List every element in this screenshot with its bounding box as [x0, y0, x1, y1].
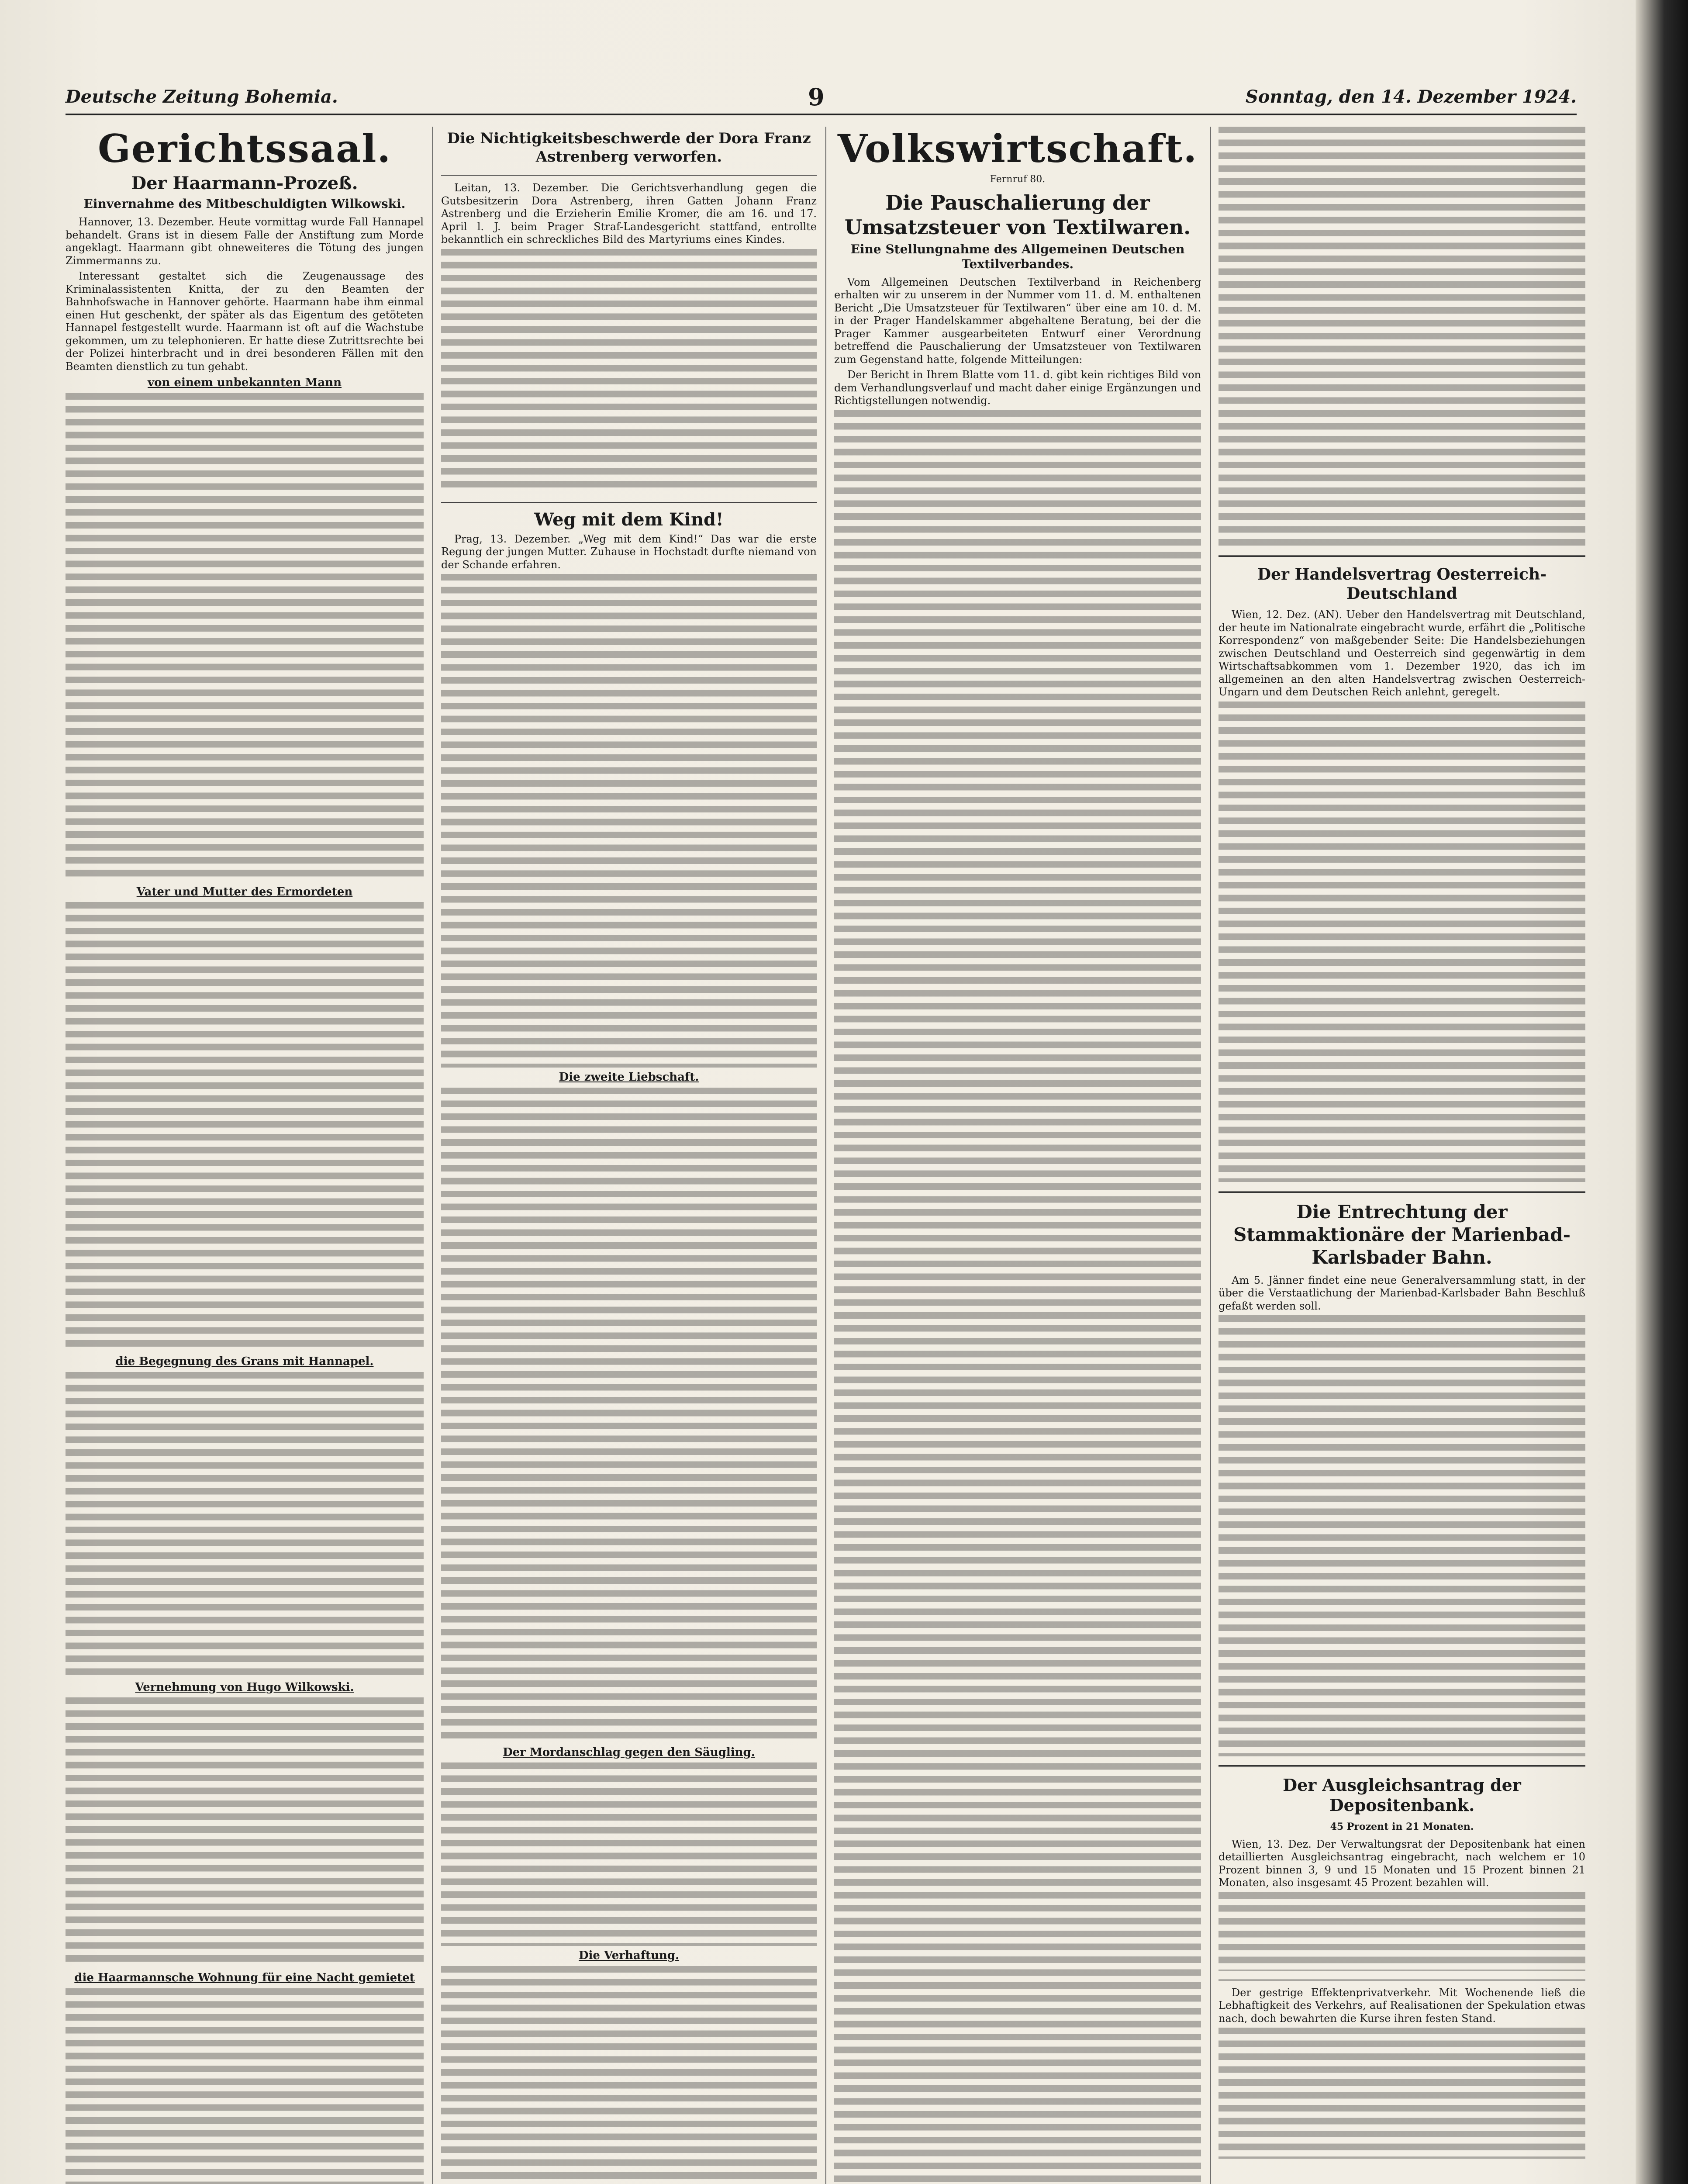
text-block: [441, 1088, 817, 1743]
subheading: Der Mordanschlag gegen den Säugling.: [503, 1745, 755, 1759]
subheading: Die zweite Liebschaft.: [559, 1071, 699, 1084]
text-block: [66, 1697, 424, 1968]
section-phone: Fernruf 80.: [990, 174, 1046, 185]
text-block: [1219, 127, 1585, 546]
article-subtitle: Eine Stellungnahme des Allgemeinen Deutschen Textilverbandes.: [850, 242, 1185, 271]
article-title: Die Pauschalierung der Umsatzsteuer von Textilwaren.: [844, 190, 1191, 239]
rule: [1219, 1765, 1585, 1767]
article-subtitle: 45 Prozent in 21 Monaten.: [1330, 1821, 1474, 1832]
column-court-reports: [441, 127, 817, 2184]
text-block: [441, 1966, 817, 2184]
page-number: 9: [808, 83, 825, 111]
section-title: Gerichtssaal.: [97, 127, 392, 171]
article-title: Der Handelsvertrag Oesterreich-Deutschland: [1257, 565, 1547, 603]
section-title: Volkswirtschaft.: [837, 127, 1198, 171]
column-divider: [432, 127, 433, 2184]
paragraph: Der gestrige Effektenprivatverkehr. Mit Wochenende ließ die Lebhaftigkeit des Verkehrs, auf Realisationen der Spekulation etwas nach, doch bewahrten die Kurse ihren festen Stand.: [1219, 1986, 1585, 2025]
text-block: [441, 1762, 817, 1946]
text-block: [441, 574, 817, 1068]
column-economy-news: [1219, 127, 1585, 2184]
subheading: Vater und Mutter des Ermordeten: [136, 885, 353, 898]
text-block: [66, 1372, 424, 1678]
issue-date: Sonntag, den 14. Dezember 1924.: [1245, 86, 1577, 107]
paragraph: Hannover, 13. Dezember. Heute vormittag wurde Fall Hannapel behandelt. Grans ist in diesem Falle der Anstiftung zum Morde angeklagt. Haarmann gibt ohneweiteres die Tötung des jungen Zimmermanns zu.: [66, 216, 424, 267]
article-title: Die Nichtigkeitsbeschwerde der Dora Franz Astrenberg verworfen.: [447, 130, 811, 166]
rule: [1219, 555, 1585, 557]
article-title: Der Haarmann-Prozeß.: [131, 173, 358, 194]
paragraph: Vom Allgemeinen Deutschen Textilverband in Reichenberg erhalten wir zu unserem in der Nummer vom 11. d. M. enthaltenen Bericht „Die Umsatzsteuer für Textilwaren“ über eine am 10. d. M. in der Prager Handelskammer abgehaltene Beratung, bei der die Prager Kammer ausgearbeiteten Entwurf einer Verordnung betreffend die Pauschalierung der Umsatzsteuer von Textilwaren zum Gegenstand hatte, folgende Mitteilungen:: [834, 276, 1201, 366]
subheading: die Haarmannsche Wohnung für eine Nacht gemietet: [74, 1971, 415, 1984]
column-divider: [1210, 127, 1211, 2184]
article-title: Weg mit dem Kind!: [534, 509, 724, 530]
subheading: Die Verhaftung.: [578, 1949, 680, 1962]
paragraph: Wien, 13. Dez. Der Verwaltungsrat der Depositenbank hat einen detaillierten Ausgleichsantrag eingebracht, nach welchem er 10 Prozent binnen 3, 9 und 15 Monaten und 15 Prozent binnen 21 Monaten, also insgesamt 45 Prozent bezahlen will.: [1219, 1838, 1585, 1889]
paragraph: Wien, 12. Dez. (AN). Ueber den Handelsvertrag mit Deutschland, der heute im Nationalrate eingebracht wurde, erfährt die „Politische Korrespondenz“ von maßgebender Seite: Die Handelsbeziehungen zwischen Deutschland und Oesterreich sind gegenwärtig in dem Wirtschaftsabkommen vom 1. Dezember 1920, das ich im allgemeinen an den alten Handelsvertrag zwischen Oesterreich-Ungarn und dem Deutschen Reich anlehnt, geregelt.: [1219, 608, 1585, 698]
paragraph: Der Bericht in Ihrem Blatte vom 11. d. gibt kein richtiges Bild von dem Verhandlungsverlauf und macht daher einige Ergänzungen und Richtigstellungen notwendig.: [834, 369, 1201, 407]
text-block: [66, 393, 424, 882]
text-block: [1219, 702, 1585, 1182]
paper-name: Deutsche Zeitung Bohemia.: [66, 86, 338, 107]
rule: [1219, 1191, 1585, 1193]
text-block: [1219, 1892, 1585, 1971]
column-divider: [825, 127, 826, 2184]
text-block: [66, 1988, 424, 2184]
text-block: [66, 902, 424, 1352]
paragraph: Prag, 13. Dezember. „Weg mit dem Kind!“ Das war die erste Regung der jungen Mutter. Zuhause in Hochstadt durfte niemand von der Schande erfahren.: [441, 532, 817, 571]
subheading: Vernehmung von Hugo Wilkowski.: [135, 1680, 354, 1694]
text-block: [1219, 2028, 1585, 2159]
page-header: [66, 83, 1577, 115]
binding-edge: [1636, 0, 1688, 2184]
article-title: Die Entrechtung der Stammaktionäre der Marienbad-Karlsbader Bahn.: [1233, 1201, 1571, 1268]
subheading: von einem unbekannten Mann: [148, 376, 342, 389]
paragraph: Leitan, 13. Dezember. Die Gerichtsverhandlung gegen die Gutsbesitzerin Dora Astrenberg, ihren Gatten Johann Franz Astrenberg und die Erzieherin Emilie Kromer, die am 16. und 17. April l. J. beim Prager Straf-Landesgericht stattfand, entrollte bekanntlich ein schreckliches Bild des Martyriums eines Kindes.: [441, 182, 817, 245]
article-title: Der Ausgleichsantrag der Depositenbank.: [1283, 1775, 1521, 1815]
paragraph: Am 5. Jänner findet eine neue Generalversammlung statt, in der über die Verstaatlichung der Marienbad-Karlsbader Bahn Beschluß gefaßt werden soll.: [1219, 1274, 1585, 1312]
paragraph: Interessant gestaltet sich die Zeugenaussage des Kriminalassistenten Knitta, der zu den Beamten der Bahnhofswache in Hannover gehörte. Haarmann habe ihm einmal einen Hut geschenkt, der später als das Eigentum des getöteten Hannapel festgestellt wurde. Haarmann ist oft auf die Wachstube gekommen, um zu telephonieren. Er hatte diese Zutrittsrechte bei der Polizei hinterbracht und in drei besonderen Fällen mit den Beamten dienstlich zu tun gehabt.: [66, 270, 424, 373]
rule: [441, 502, 817, 503]
column-volkswirtschaft: [834, 127, 1201, 2184]
text-block: [1219, 1315, 1585, 1756]
text-block: [834, 410, 1201, 2184]
column-gerichtssaal: [66, 127, 424, 2184]
subheading: die Begegnung des Grans mit Hannapel.: [115, 1355, 374, 1368]
article-subtitle: Einvernahme des Mitbeschuldigten Wilkowski.: [83, 197, 406, 211]
rule: [441, 175, 817, 176]
text-block: [441, 249, 817, 494]
